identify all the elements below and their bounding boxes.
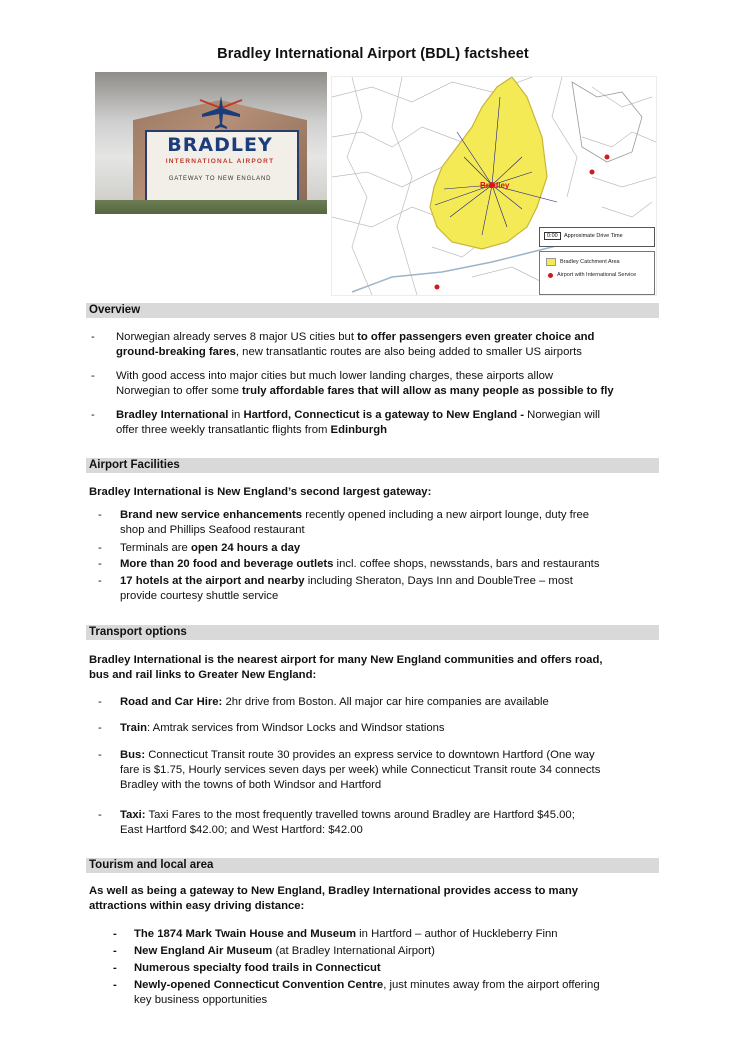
legend-catchment: Bradley Catchment Area bbox=[560, 259, 620, 265]
tourism-intro-line2: attractions within easy driving distance: bbox=[89, 900, 305, 912]
facilities-item-3 bbox=[120, 557, 665, 572]
airport-sign-photo bbox=[95, 72, 327, 214]
drive-time-label: Approximate Drive Time bbox=[563, 233, 623, 239]
transport-4-line2: East Hartford $42.00; and West Hartford: $42.00 bbox=[120, 824, 363, 836]
tourism-intro-line1: As well as being a gateway to New England, Bradley International provides access to many bbox=[89, 885, 579, 897]
bullet-dash: - bbox=[113, 979, 117, 991]
tourism-item-2 bbox=[134, 944, 664, 959]
tourism-2-bold: New England Air Museum bbox=[134, 945, 273, 957]
facilities-4-bold: 17 hotels at the airport and nearby bbox=[120, 575, 305, 587]
tourism-1-bold: The 1874 Mark Twain House and Museum bbox=[134, 928, 357, 940]
sign-brand: BRADLEY bbox=[167, 134, 273, 156]
map-bradley-label: Bradley bbox=[480, 181, 510, 190]
map-legend bbox=[539, 251, 655, 295]
tourism-4-text: , just minutes away from the airport offering bbox=[383, 979, 600, 991]
tourism-item-1 bbox=[134, 927, 664, 942]
transport-intro-line2: bus and rail links to Greater New England: bbox=[89, 669, 317, 681]
sign-subtitle: INTERNATIONAL AIRPORT bbox=[165, 158, 275, 165]
facilities-intro-text: Bradley International is New England’s second largest gateway: bbox=[89, 486, 432, 498]
transport-1-text: 2hr drive from Boston. All major car hire companies are available bbox=[222, 696, 549, 708]
tourism-3-bold: Numerous specialty food trails in Connecticut bbox=[134, 962, 381, 974]
transport-1-bold: Road and Car Hire: bbox=[120, 696, 223, 708]
overview-item-2 bbox=[116, 369, 676, 399]
overview-3-bold-c: Hartford, Connecticut is a gateway to New England - bbox=[243, 409, 525, 421]
facilities-1-bold: Brand new service enhancements bbox=[120, 509, 303, 521]
transport-2-text: : Amtrak services from Windsor Locks and Windsor stations bbox=[147, 722, 445, 734]
bullet-dash: - bbox=[113, 962, 117, 974]
page-title: Bradley International Airport (BDL) factsheet bbox=[217, 46, 529, 62]
facilities-1-line2: shop and Phillips Seafood restaurant bbox=[120, 524, 305, 536]
facilities-4-text: including Sheraton, Days Inn and DoubleTree – most bbox=[304, 575, 573, 587]
facilities-item-1 bbox=[120, 508, 665, 538]
facilities-3-text: incl. coffee shops, newsstands, bars and restaurants bbox=[333, 558, 600, 570]
bullet-dash: - bbox=[98, 749, 102, 761]
transport-item-3 bbox=[120, 748, 665, 793]
facilities-item-4 bbox=[120, 574, 665, 604]
transport-3-line2: fare is $1.75, Hourly services seven days per week) while Connecticut Transit route 34 connects bbox=[120, 764, 601, 776]
transport-intro-line1: Bradley International is the nearest airport for many New England communities and offers road, bbox=[89, 654, 603, 666]
transport-2-bold: Train bbox=[120, 722, 147, 734]
bullet-dash: - bbox=[113, 928, 117, 940]
overview-3-text-d: Norwegian will bbox=[524, 409, 600, 421]
bullet-dash: - bbox=[98, 542, 102, 554]
tourism-2-text: (at Bradley International Airport) bbox=[272, 945, 435, 957]
transport-intro bbox=[89, 653, 664, 683]
sign-ground bbox=[95, 200, 327, 214]
tourism-1-text: in Hartford – author of Huckleberry Finn bbox=[356, 928, 558, 940]
facilities-intro bbox=[89, 485, 659, 500]
transport-4-bold: Taxi: bbox=[120, 809, 146, 821]
transport-heading-bar bbox=[86, 625, 659, 640]
drive-time-box: 0:00 bbox=[544, 232, 561, 240]
tourism-4-line2: key business opportunities bbox=[134, 994, 268, 1006]
map-drive-time-key bbox=[539, 227, 655, 247]
catchment-map bbox=[331, 76, 657, 296]
bullet-dash: - bbox=[91, 370, 95, 382]
tourism-intro bbox=[89, 884, 664, 914]
facilities-heading: Airport Facilities bbox=[89, 459, 180, 471]
transport-heading: Transport options bbox=[89, 626, 187, 638]
legend-airport: Airport with International Service bbox=[557, 272, 637, 278]
overview-3-text-e: offer three weekly transatlantic flights from bbox=[116, 424, 331, 436]
overview-1-text-a: Norwegian already serves 8 major US cities but bbox=[116, 331, 358, 343]
overview-3-bold-f: Edinburgh bbox=[330, 424, 388, 436]
bullet-dash: - bbox=[113, 945, 117, 957]
overview-2-text-a: With good access into major cities but much lower landing charges, these airports allow bbox=[116, 370, 554, 382]
bullet-dash: - bbox=[91, 409, 95, 421]
facilities-3-bold: More than 20 food and beverage outlets bbox=[120, 558, 334, 570]
catchment-swatch bbox=[546, 258, 556, 266]
transport-3-text: Connecticut Transit route 30 provides an express service to downtown Hartford (One way bbox=[145, 749, 595, 761]
overview-item-1 bbox=[116, 330, 676, 360]
facilities-heading-bar bbox=[86, 458, 659, 473]
transport-item-4 bbox=[120, 808, 665, 838]
transport-4-text: Taxi Fares to the most frequently travelled towns around Bradley are Hartford $45.00; bbox=[145, 809, 575, 821]
bullet-dash: - bbox=[98, 558, 102, 570]
tourism-item-4 bbox=[134, 978, 664, 1008]
tourism-4-bold: Newly-opened Connecticut Convention Centre bbox=[134, 979, 384, 991]
facilities-2-text: Terminals are bbox=[120, 542, 191, 554]
overview-heading: Overview bbox=[89, 304, 141, 316]
transport-item-2 bbox=[120, 721, 665, 736]
overview-2-text-b: Norwegian to offer some bbox=[116, 385, 243, 397]
bullet-dash: - bbox=[91, 331, 95, 343]
overview-3-text-b: in bbox=[228, 409, 244, 421]
bullet-dash: - bbox=[98, 722, 102, 734]
bullet-dash: - bbox=[98, 575, 102, 587]
bullet-dash: - bbox=[98, 696, 102, 708]
transport-3-bold: Bus: bbox=[120, 749, 146, 761]
facilities-2-bold: open 24 hours a day bbox=[190, 542, 301, 554]
transport-3-line3: Bradley with the towns of both Windsor and Hartford bbox=[120, 779, 382, 791]
facilities-4-line2: provide courtesy shuttle service bbox=[120, 590, 279, 602]
airplane-icon bbox=[196, 94, 246, 130]
overview-1-bold-b: to offer passengers even greater choice and bbox=[357, 331, 595, 343]
facilities-item-2 bbox=[120, 541, 665, 556]
tourism-heading: Tourism and local area bbox=[89, 859, 214, 871]
overview-3-bold-a: Bradley International bbox=[116, 409, 229, 421]
transport-item-1 bbox=[120, 695, 665, 710]
overview-item-3 bbox=[116, 408, 676, 438]
overview-1-text-d: , new transatlantic routes are also being added to smaller US airports bbox=[235, 346, 582, 358]
airport-dot-icon bbox=[548, 273, 553, 278]
facilities-1-text: recently opened including a new airport lounge, duty free bbox=[302, 509, 590, 521]
bullet-dash: - bbox=[98, 809, 102, 821]
tourism-item-3 bbox=[134, 961, 664, 976]
overview-heading-bar bbox=[86, 303, 659, 318]
bullet-dash: - bbox=[98, 509, 102, 521]
sign-tagline: GATEWAY TO NEW ENGLAND bbox=[168, 176, 272, 182]
overview-2-bold-c: truly affordable fares that will allow as many people as possible to fly bbox=[242, 385, 614, 397]
tourism-heading-bar bbox=[86, 858, 659, 873]
overview-1-bold-c: ground-breaking fares bbox=[116, 346, 236, 358]
catchment-area bbox=[430, 77, 547, 249]
